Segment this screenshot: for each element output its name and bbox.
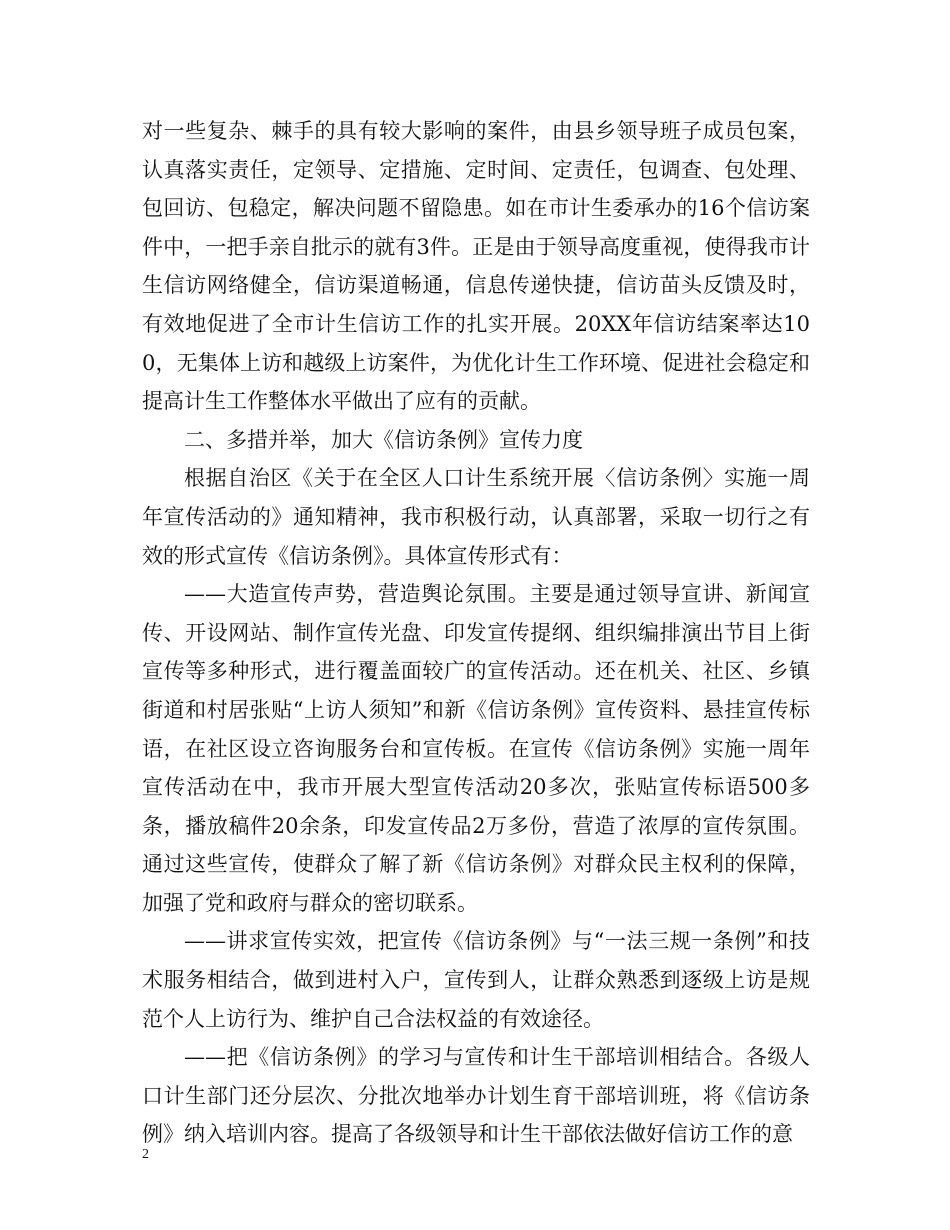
paragraph-publicity-effect: ——讲求宣传实效，把宣传《信访条例》与“一法三规一条例”和技术服务相结合，做到进村入户，宣传到人，让群众熟悉到逐级上访是规范个人上访行为、维护自己合法权益的有效途径。 <box>142 929 810 1031</box>
paragraph-intro: 根据自治区《关于在全区人口计生系统开展〈信访条例〉实施一周年宣传活动的》通知精神，我市积极行动，认真部署，采取一切行之有效的形式宣传《信访条例》。具体宣传形式有： <box>142 466 810 568</box>
document-body <box>142 112 810 1154</box>
paragraph-training: ——把《信访条例》的学习与宣传和计生干部培训相结合。各级人口计生部门还分层次、分批次地举办计划生育干部培训班，将《信访条例》纳入培训内容。提高了各级领导和计生干部依法做好信访工作的意 <box>142 1045 810 1147</box>
page-number: 2 <box>142 1147 149 1162</box>
paragraph-continuation: 对一些复杂、棘手的具有较大影响的案件，由县乡领导班子成员包案，认真落实责任，定领导、定措施、定时间、定责任，包调查、包处理、包回访、包稳定，解决问题不留隐患。如在市计生委承办的16个信访案件中，一把手亲自批示的就有3件。正是由于领导高度重视，使得我市计生信访网络健全，信访渠道畅通，信息传递快捷，信访苗头反馈及时，有效地促进了全市计生信访工作的扎实开展。20XX年信访结案率达100，无集体上访和越级上访案件，为优化计生工作环境、促进社会稳定和提高计生工作整体水平做出了应有的贡献。 <box>142 119 810 414</box>
paragraph-publicity-momentum: ——大造宣传声势，营造舆论氛围。主要是通过领导宣讲、新闻宣传、开设网站、制作宣传光盘、印发宣传提纲、组织编排演出节目上街宣传等多种形式，进行覆盖面较广的宣传活动。还在机关、社区、乡镇街道和村居张贴“上访人须知”和新《信访条例》宣传资料、悬挂宣传标语，在社区设立咨询服务台和宣传板。在宣传《信访条例》实施一周年宣传活动在中，我市开展大型宣传活动20多次，张贴宣传标语500多条，播放稿件20余条，印发宣传品2万多份，营造了浓厚的宣传氛围。通过这些宣传，使群众了解了新《信访条例》对群众民主权利的保障，加强了党和政府与群众的密切联系。 <box>142 582 810 915</box>
section-heading: 二、多措并举，加大《信访条例》宣传力度 <box>184 427 583 452</box>
